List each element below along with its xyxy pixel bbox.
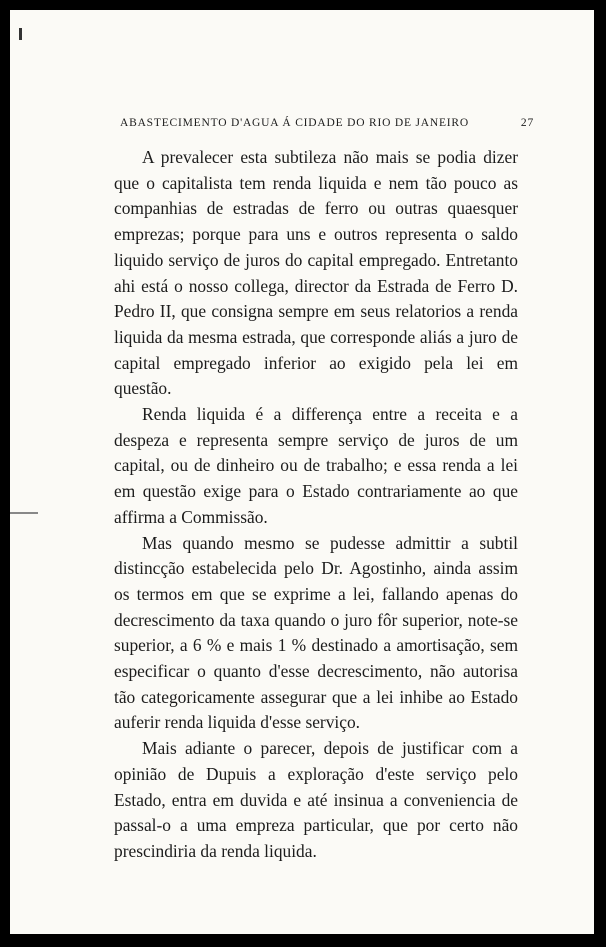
paragraph: Mais adiante o parecer, depois de justificar com a opinião de Dupuis a exploração d'este serviço pelo Estado, entra em duvida e até insinua a conveniencia de passal-o a uma empreza particular, que por certo não prescindiria da renda liquida. [114, 738, 518, 861]
paragraph: A prevalecer esta subtileza não mais se podia dizer que o capitalista tem renda liquida e nem tão pouco as companhias de estradas de ferro ou outras quaesquer emprezas; porque para uns e outros representa o saldo liquido serviço de juros do capital empregado. Entretanto ahi está o nosso collega, director da Estrada de Ferro D. Pedro II, que consigna sempre em seus relatorios a renda liquida da mesma estrada, que corresponde aliás a juro de capital empregado inferior ao exigido pela lei em questão. [114, 147, 518, 399]
body-text [114, 145, 518, 865]
paragraph: Renda liquida é a differença entre a receita e a despeza e representa sempre serviço de juros de um capital, ou de dinheiro ou de trabalho; e essa renda a lei em questão exige para o Estado contrariamente ao que affirma a Commissão. [114, 404, 518, 527]
running-title: ABASTECIMENTO D'AGUA Á CIDADE DO RIO DE JANEIRO [120, 117, 469, 129]
page-number: 27 [520, 117, 534, 129]
running-head [120, 117, 534, 129]
book-page [10, 10, 594, 934]
corner-speck [19, 28, 22, 40]
paragraph: Mas quando mesmo se pudesse admittir a subtil distincção estabelecida pelo Dr. Agostinho, ainda assim os termos em que se exprime a lei, fallando apenas do decrescimento da taxa quando o juro fôr superior, note-se superior, a 6 % e mais 1 % destinado a amortisação, sem especificar o quanto d'esse decrescimento, não autorisa tão categoricamente assegurar que a lei inhibe ao Estado auferir renda liquida d'esse serviço. [114, 532, 518, 733]
margin-speck [10, 512, 38, 514]
